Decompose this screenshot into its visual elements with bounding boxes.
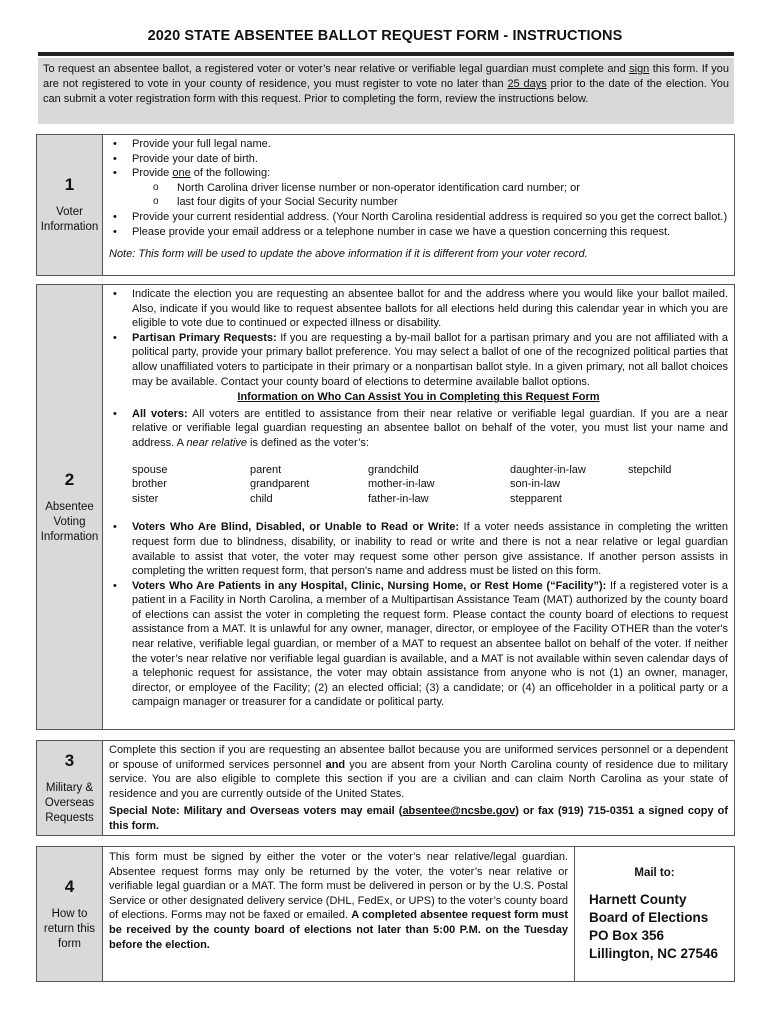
item-text: If a voter needs assistance in completing the written request form due to blindness, disability, or inability to read or write and there is not a near relative or legal guardian available to assist that voter, the voter may request some other person give assistance. If another person assists in completing the written request form, that person's name and address must be listed on this form.	[132, 521, 729, 578]
section-label: How to return this form	[43, 907, 96, 950]
item-text: you are absent from your North Carolina county of residence due to military service. You are also eligible to complete this section if you are a civilian and can claim North Carolina as your state of residence and you are currently outside of the United States.	[109, 758, 728, 800]
relative-cell: spouse	[132, 463, 168, 476]
list-item: • Provide your current residential address. (Your North Carolina residential address is required so you get the correct ballot.)	[109, 210, 728, 225]
section-military-overseas	[36, 740, 735, 836]
assist-heading: Information on Who Can Assist You in Completing this Request Form	[237, 391, 600, 404]
section-voter-information	[36, 134, 735, 276]
list-item: • Provide your date of birth.	[109, 152, 728, 167]
page-title: 2020 STATE ABSENTEE BALLOT REQUEST FORM - INSTRUCTIONS	[147, 28, 623, 44]
relative-cell	[628, 492, 718, 507]
item-heading: Partisan Primary Requests:	[132, 331, 277, 344]
section-4-content	[103, 847, 574, 981]
item-heading: Voters Who Are Patients in any Hospital, Clinic, Nursing Home, or Rest Home (“Facility”):	[132, 579, 607, 592]
section-absentee-voting	[36, 284, 735, 730]
section-number: 3	[64, 750, 75, 770]
section-number: 4	[64, 876, 75, 896]
section-number: 2	[64, 469, 75, 489]
intro-text-1: To request an absentee ballot, a registered voter or voter’s near relative or verifiable legal guardian must complete and	[43, 63, 630, 75]
section-note: Note: This form will be used to update the above information if it is different from your voter record.	[109, 248, 588, 261]
note-text: Special Note: Military and Overseas voters may email (	[109, 805, 403, 818]
military-paragraph	[109, 743, 728, 801]
intro-days: 25 days	[507, 78, 547, 91]
relative-cell: grandparent	[250, 478, 310, 491]
section-number: 1	[64, 175, 75, 194]
item-text: is defined as the voter’s:	[246, 436, 369, 449]
item-emphasis: one	[172, 167, 191, 180]
sub-list-item: o North Carolina driver license number or non-operator identification card number; or	[109, 181, 728, 196]
relative-cell: brother	[132, 478, 167, 491]
section-1-header	[37, 135, 103, 275]
item-text: of the following:	[190, 167, 271, 180]
relative-cell: parent	[250, 463, 282, 476]
list-item	[109, 407, 728, 451]
email-link[interactable]: absentee@ncsbe.gov	[402, 805, 516, 818]
note-text: ) or fax (919) 715-0351 a signed copy of this form.	[109, 805, 728, 832]
section-3-header	[37, 741, 103, 835]
intro-text-3: prior to the date of the election. You can submit a voter registration form with this request. Prior to completing the form, review the instructions below.	[43, 78, 729, 106]
relative-cell	[628, 477, 718, 492]
mail-address-line: Lillington, NC 27546	[589, 946, 719, 961]
item-emphasis: near relative	[186, 436, 247, 449]
relative-cell: son-in-law	[510, 478, 561, 491]
intro-sign: sign	[629, 63, 650, 75]
section-3-content	[103, 741, 734, 835]
relative-cell: sister	[132, 492, 159, 505]
section-how-to-return	[36, 846, 735, 982]
item-text: If you are requesting a by-mail ballot for a partisan primary and you are not affiliated with a political party, provide your primary ballot preference. You may select a ballot of one of the recognized political parties that allow unaffiliated voters to participate in their primary or a nonpartisan ballot style. In a given primary, not all ballot choices may be available. Contact your county board of elections to determine available ballot options.	[132, 331, 728, 388]
relative-cell: stepparent	[510, 492, 562, 505]
relatives-table	[109, 463, 728, 507]
item-emphasis: and	[325, 758, 346, 771]
item-heading: Voters Who Are Blind, Disabled, or Unable to Read or Write:	[132, 521, 460, 534]
list-item: • Provide your full legal name.	[109, 137, 728, 152]
relative-cell: mother-in-law	[368, 478, 435, 491]
mail-address-line: Harnett County	[589, 892, 687, 907]
section-label: Voter Information	[40, 206, 99, 233]
mail-address-line: Board of Elections	[589, 910, 709, 925]
special-note	[109, 804, 728, 833]
item-heading: All voters:	[132, 407, 188, 420]
list-item	[109, 166, 728, 181]
title-rule	[38, 52, 734, 56]
section-label: Absentee Voting Information	[40, 500, 99, 543]
list-item	[109, 331, 728, 389]
item-text: Complete this section if you are requesting an absentee ballot because you are uniformed services personnel or a dependent or spouse of uniformed services personnel	[109, 744, 728, 771]
sub-list-item: o last four digits of your Social Security number	[109, 195, 728, 210]
relative-cell: child	[250, 492, 273, 505]
intro-text-2: this form. If you are not registered to vote in your county of residence, you must register to vote no later than	[43, 63, 730, 91]
section-label: Military & Overseas Requests	[44, 781, 95, 824]
section-2-content	[103, 285, 734, 729]
mail-to-label: Mail to:	[634, 867, 675, 879]
list-item: • Indicate the election you are requesting an absentee ballot for and the address where you would like your ballot mailed. Also, indicate if you would like to request absentee ballots for all elections held during this calendar year in which you are eligible to vote due to continued or expected illness or disability.	[109, 287, 728, 331]
intro-paragraph	[38, 58, 734, 124]
item-text: Provide	[132, 167, 173, 180]
section-2-header	[37, 285, 103, 729]
list-item: • Please provide your email address or a telephone number in case we have a question concerning this request.	[109, 225, 728, 240]
item-text: This form must be signed by either the voter or the voter’s near relative/legal guardian. Absentee request forms may only be returned by the voter, the voter’s near relative or verifiable legal guardian or a MAT. The form must be delivered in person or by the U.S. Postal Service or other designated delivery service (DHL, FedEx, or UPS) to the voter’s county board of elections. Forms may not be faxed or emailed.	[109, 851, 568, 922]
item-text: All voters are entitled to assistance from their near relative or verifiable legal guardian. If you are a near relative or verifiable legal guardian requesting an absentee ballot on behalf of the voter, you must list your name and address. A	[132, 407, 728, 449]
mail-address-line: PO Box 356	[589, 928, 665, 943]
relative-cell: stepchild	[628, 463, 672, 476]
relative-cell: grandchild	[368, 463, 419, 476]
item-emphasis: A completed absentee request form must be received by the county board of elections not later than 5:00 P.M. on the Tuesday before the election.	[109, 909, 569, 951]
list-item	[109, 520, 728, 578]
section-4-header	[37, 847, 103, 981]
mail-to-box	[574, 847, 734, 981]
section-1-content	[103, 135, 734, 275]
item-text: If a registered voter is a patient in a Facility in North Carolina, a member of a Multipartisan Assistance Team (MAT) authorized by the county board of elections can assist the voter in completing the request form. Please contact the county board of elections to request assistance from a MAT. It is unlawful for any owner, manager, director, or employee of the Facility OTHER than the voter's near relative, verifiable legal guardian, or member of a MAT to request an absentee ballot on behalf of the voter. If neither the voter’s near relative nor verifiable legal guardian is available, and a MAT is not available within seven calendar days of a telephonic request for assistance, the voter may obtain assistance from anyone who is not (1) an owner, manager, director, or employee of the Facility; (2) an elected official; (3) a candidate; or (4) an officeholder in a political party or a campaign manager or treasurer for a candidate or political party.	[132, 579, 729, 709]
relative-cell: daughter-in-law	[510, 463, 586, 476]
list-item	[109, 579, 728, 710]
relative-cell: father-in-law	[368, 492, 429, 505]
